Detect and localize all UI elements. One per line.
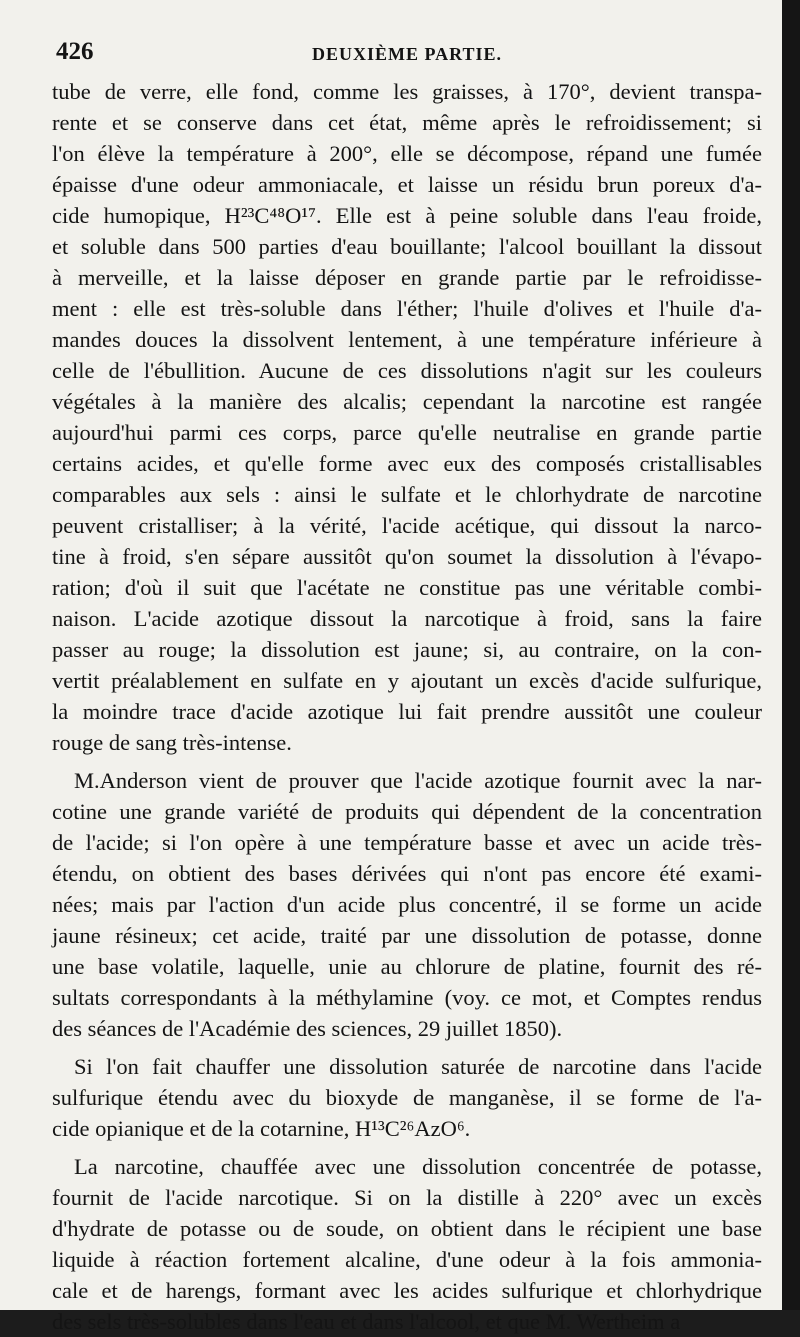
text-line: M.Anderson vient de prouver que l'acide azotique fournit avec la nar- — [74, 768, 762, 793]
text-line: comparables aux sels : ainsi le sulfate et le chlorhydrate de narcotine — [52, 482, 762, 507]
paragraph-gap — [52, 1044, 762, 1051]
text-line: vertit préalablement en sulfate en y ajoutant un excès d'acide sulfurique, — [52, 668, 762, 693]
text-line: étendu, on obtient des bases dérivées qui n'ont pas encore été exami- — [52, 861, 762, 886]
text-line: fournit de l'acide narcotique. Si on la distille à 220° avec un excès — [52, 1185, 762, 1210]
text-line: de l'acide; si l'on opère à une température basse et avec un acide très- — [52, 830, 762, 855]
page-number: 426 — [56, 38, 94, 65]
text-line: aujourd'hui parmi ces corps, parce qu'elle neutralise en grande partie — [52, 420, 762, 445]
page-body — [52, 38, 762, 1337]
text-line: la moindre trace d'acide azotique lui fait prendre aussitôt une couleur — [52, 699, 762, 724]
paragraph-gap — [52, 758, 762, 765]
text-line: cotine une grande variété de produits qui dépendent de la concentration — [52, 799, 762, 824]
text-line: d'hydrate de potasse ou de soude, on obtient dans le récipient une base — [52, 1216, 762, 1241]
text-line: des sels très-solubles dans l'eau et dans l'alcool, et que M. Wertheim a — [52, 1309, 681, 1334]
paragraph — [52, 1151, 762, 1337]
text-line: épaisse d'une odeur ammoniacale, et laisse un résidu brun poreux d'a- — [52, 172, 762, 197]
text-line: naison. L'acide azotique dissout la narcotique à froid, sans la faire — [52, 606, 762, 631]
text-line: ration; d'où il suit que l'acétate ne constitue pas une véritable combi- — [52, 575, 762, 600]
text-line: peuvent cristalliser; à la vérité, l'acide acétique, qui dissout la narco- — [52, 513, 762, 538]
text-line: nées; mais par l'action d'un acide plus concentré, il se forme un acide — [52, 892, 762, 917]
text-line: jaune résineux; cet acide, traité par une dissolution de potasse, donne — [52, 923, 762, 948]
text-line: tine à froid, s'en sépare aussitôt qu'on soumet la dissolution à l'évapo- — [52, 544, 762, 569]
text-line: sultats correspondants à la méthylamine (voy. ce mot, et Comptes rendus — [52, 985, 762, 1010]
paragraph — [52, 765, 762, 1044]
text-line: cide opianique et de la cotarnine, H¹³C²⁶AzO⁶. — [52, 1116, 471, 1141]
text-line: sulfurique étendu avec du bioxyde de manganèse, il se forme de l'a- — [52, 1085, 762, 1110]
text-line: et soluble dans 500 parties d'eau bouillante; l'alcool bouillant la dissout — [52, 234, 762, 259]
text-line: Si l'on fait chauffer une dissolution saturée de narcotine dans l'acide — [74, 1054, 762, 1079]
text-line: celle de l'ébullition. Aucune de ces dissolutions n'agit sur les couleurs — [52, 358, 762, 383]
text-line: tube de verre, elle fond, comme les graisses, à 170°, devient transpa- — [52, 79, 762, 104]
text-line: des séances de l'Académie des sciences, 29 juillet 1850). — [52, 1016, 563, 1041]
text-line: passer au rouge; la dissolution est jaune; si, au contraire, on la con- — [52, 637, 762, 662]
text-line: mandes douces la dissolvent lentement, à une température inférieure à — [52, 327, 762, 352]
text-line: La narcotine, chauffée avec une dissolution concentrée de potasse, — [74, 1154, 762, 1179]
text-line: rouge de sang très-intense. — [52, 730, 292, 755]
text-line: cale et de harengs, formant avec les acides sulfurique et chlorhydrique — [52, 1278, 762, 1303]
text-line: cide humopique, H²³C⁴⁸O¹⁷. Elle est à peine soluble dans l'eau froide, — [52, 203, 762, 228]
running-title: DEUXIÈME PARTIE. — [311, 44, 503, 64]
text-line: rente et se conserve dans cet état, même après le refroidissement; si — [52, 110, 762, 135]
text-line: végétales à la manière des alcalis; cependant la narcotine est rangée — [52, 389, 762, 414]
text-line: à merveille, et la laisse déposer en grande partie par le refroidisse- — [52, 265, 762, 290]
text-line: liquide à réaction fortement alcaline, d'une odeur à la fois ammonia- — [52, 1247, 762, 1272]
scan-right-edge — [782, 0, 800, 1310]
paragraph-gap — [52, 1144, 762, 1151]
paragraph — [52, 76, 762, 758]
text-line: ment : elle est très-soluble dans l'éther; l'huile d'olives et l'huile d'a- — [52, 296, 762, 321]
text-line: une base volatile, laquelle, unie au chlorure de platine, fournit des ré- — [52, 954, 762, 979]
paragraph — [52, 1051, 762, 1144]
text-line: l'on élève la température à 200°, elle se décompose, répand une fumée — [52, 141, 762, 166]
text-body — [52, 76, 762, 1337]
text-line: certains acides, et qu'elle forme avec eux des composés cristallisables — [52, 451, 762, 476]
running-head — [52, 38, 762, 76]
